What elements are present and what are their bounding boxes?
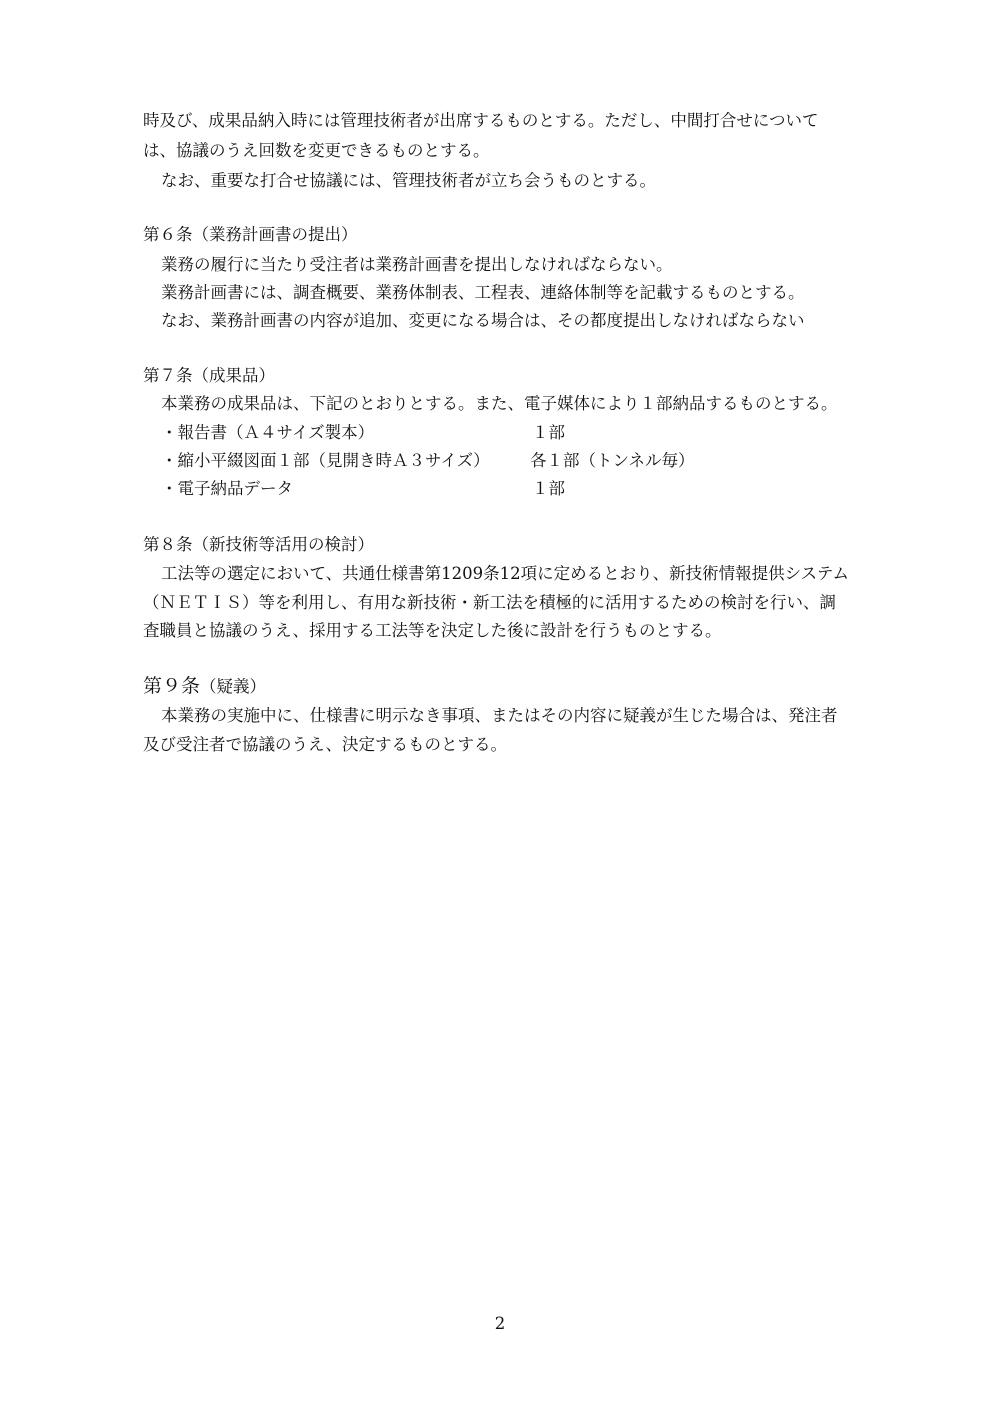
article-6-paragraph-1: 業務の履行に当たり受注者は業務計画書を提出しなければならない。	[161, 255, 673, 274]
article-8-heading: 第８条（新技術等活用の検討）	[143, 535, 374, 554]
article-7-paragraph-1: 本業務の成果品は、下記のとおりとする。また、電子媒体により１部納品するものとする。	[161, 394, 838, 413]
intro-line-2: は、協議のうえ回数を変更できるものとする。	[143, 141, 490, 160]
intro-line-3: なお、重要な打合せ協議には、管理技術者が立ち会うものとする。	[161, 171, 656, 190]
article-9-heading	[143, 676, 266, 697]
intro-line-1: 時及び、成果品納入時には管理技術者が出席するものとする。ただし、中間打合せについて	[143, 111, 819, 130]
article-7-heading: 第７条（成果品）	[143, 366, 275, 385]
article-9-heading-title: （疑義）	[200, 677, 267, 696]
article-8-line-2: （ＮＥＴＩＳ）等を利用し、有用な新技術・新工法を積極的に活用するための検討を行い、調	[143, 593, 836, 612]
article-6-paragraph-3: なお、業務計画書の内容が追加、変更になる場合は、その都度提出しなければならない	[161, 311, 805, 330]
deliverable-item-qty: 各１部（トンネル毎）	[530, 451, 695, 470]
page-number: 2	[494, 1314, 506, 1333]
deliverable-item-qty: １部	[532, 423, 565, 442]
article-8-line-1: 工法等の選定において、共通仕様書第1209条12項に定めるとおり、新技術情報提供システム	[161, 564, 850, 583]
deliverable-item-name: ・報告書（Ａ４サイズ製本）	[161, 423, 375, 442]
article-9-heading-number: 第９条	[143, 675, 201, 697]
article-6-paragraph-2: 業務計画書には、調査概要、業務体制表、工程表、連絡体制等を記載するものとする。	[161, 283, 805, 302]
article-6-heading: 第６条（業務計画書の提出）	[143, 225, 358, 244]
deliverable-item-name: ・縮小平綴図面１部（見開き時Ａ３サイズ）	[161, 451, 490, 470]
article-9-line-1: 本業務の実施中に、仕様書に明示なき事項、またはその内容に疑義が生じた場合は、発注者	[161, 706, 838, 725]
deliverable-item-name: ・電子納品データ	[161, 479, 293, 498]
deliverable-item-qty: １部	[532, 479, 565, 498]
article-9-line-2: 及び受注者で協議のうえ、決定するものとする。	[143, 735, 507, 754]
article-8-line-3: 査職員と協議のうえ、採用する工法等を決定した後に設計を行うものとする。	[143, 621, 722, 640]
